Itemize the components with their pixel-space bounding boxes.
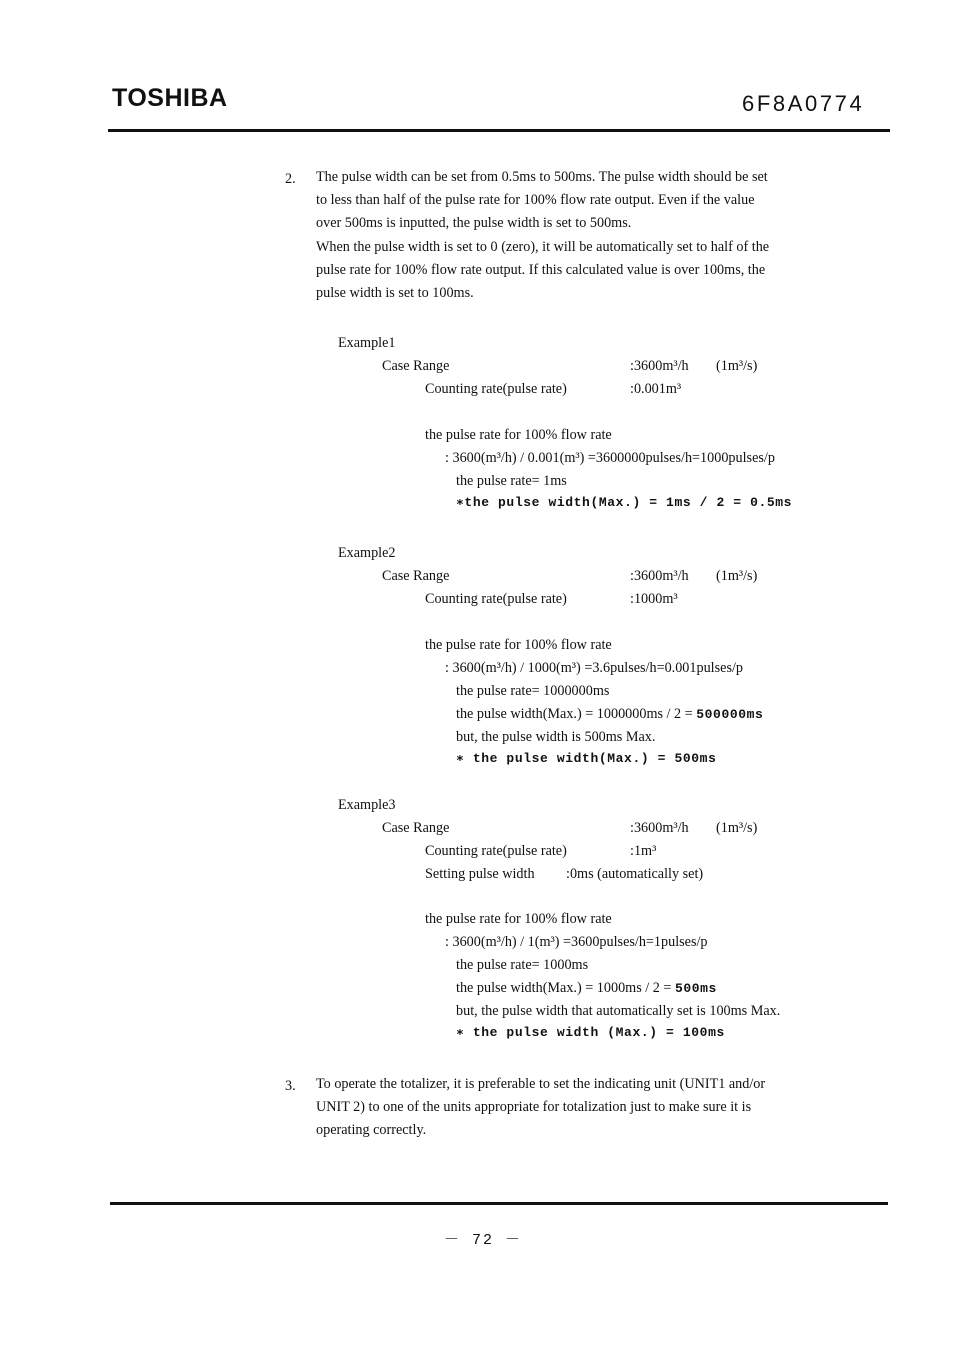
- example-title: Example1: [338, 335, 396, 351]
- brand-logo: TOSHIBA: [112, 84, 228, 112]
- pulse-width-text: the pulse width(Max.) = 1000000ms / 2 =: [456, 706, 697, 722]
- max-note: but, the pulse width that automatically set is 100ms Max.: [456, 1003, 781, 1019]
- result-line: ∗ the pulse width (Max.) = 100ms: [456, 1025, 725, 1040]
- case-range-unit: (1m³/s): [716, 568, 758, 584]
- example-title: Example2: [338, 545, 396, 561]
- text-line: To operate the totalizer, it is preferable to set the indicating unit (UNIT1 and/or: [316, 1076, 766, 1092]
- pulse-rate: the pulse rate= 1ms: [456, 473, 567, 489]
- counting-rate-value: :1000m³: [630, 591, 678, 607]
- pulse-rate: the pulse rate= 1000ms: [456, 957, 589, 973]
- text-line: UNIT 2) to one of the units appropriate for totalization just to make sure it is: [316, 1099, 752, 1116]
- pulse-width-value: 500000ms: [696, 707, 764, 722]
- item-number: 3.: [285, 1078, 296, 1094]
- counting-rate-value: :0.001m³: [630, 381, 682, 397]
- setting-pulse-width-label: Setting pulse width: [425, 866, 535, 882]
- case-range-value: :3600m³/h: [630, 568, 689, 584]
- header-rule: [108, 129, 890, 132]
- counting-rate-label: Counting rate(pulse rate): [425, 591, 567, 607]
- item-number: 2.: [285, 171, 296, 187]
- item-2-paragraph: [316, 166, 876, 305]
- item-3-paragraph: [316, 1073, 876, 1143]
- counting-rate-label: Counting rate(pulse rate): [425, 843, 567, 859]
- counting-rate-value: :1m³: [630, 843, 657, 859]
- text-line: When the pulse width is set to 0 (zero), it will be automatically set to half of the: [316, 238, 770, 255]
- case-range-label: Case Range: [382, 358, 450, 374]
- case-range-label: Case Range: [382, 820, 450, 836]
- pulse-width-text: the pulse width(Max.) = 1000ms / 2 =: [456, 980, 675, 996]
- flow-rate-title: the pulse rate for 100% flow rate: [425, 637, 612, 653]
- flow-rate-title: the pulse rate for 100% flow rate: [425, 427, 612, 443]
- text-line: operating correctly.: [316, 1122, 427, 1139]
- text-line: over 500ms is inputted, the pulse width is set to 500ms.: [316, 215, 632, 232]
- max-note: but, the pulse width is 500ms Max.: [456, 729, 656, 745]
- page-number: － 72 －: [444, 1232, 523, 1249]
- case-range-label: Case Range: [382, 568, 450, 584]
- text-line: The pulse width can be set from 0.5ms to 500ms. The pulse width should be set: [316, 169, 768, 185]
- setting-pulse-width-value: :0ms (automatically set): [566, 866, 704, 882]
- pulse-rate: the pulse rate= 1000000ms: [456, 683, 610, 699]
- result-line: ∗the pulse width(Max.) = 1ms / 2 = 0.5ms: [456, 495, 793, 510]
- calculation: : 3600(m³/h) / 0.001(m³) =3600000pulses/h=1000pulses/p: [445, 450, 775, 466]
- text-line: pulse rate for 100% flow rate output. If this calculated value is over 100ms, the: [316, 261, 766, 278]
- case-range-unit: (1m³/s): [716, 358, 758, 374]
- result-line: ∗ the pulse width(Max.) = 500ms: [456, 751, 717, 766]
- flow-rate-title: the pulse rate for 100% flow rate: [425, 911, 612, 927]
- counting-rate-label: Counting rate(pulse rate): [425, 381, 567, 397]
- footer-rule: [110, 1202, 888, 1205]
- text-line: pulse width is set to 100ms.: [316, 285, 474, 302]
- pulse-width-value: 500ms: [674, 981, 717, 996]
- calculation: : 3600(m³/h) / 1000(m³) =3.6pulses/h=0.001pulses/p: [445, 660, 743, 676]
- case-range-unit: (1m³/s): [716, 820, 758, 836]
- calculation: : 3600(m³/h) / 1(m³) =3600pulses/h=1pulses/p: [445, 934, 708, 950]
- pulse-width-line: [456, 705, 763, 724]
- case-range-value: :3600m³/h: [630, 820, 689, 836]
- text-line: to less than half of the pulse rate for 100% flow rate output. Even if the value: [316, 192, 755, 209]
- document-number: 6F8A0774: [742, 91, 865, 116]
- example-title: Example3: [338, 797, 396, 813]
- case-range-value: :3600m³/h: [630, 358, 689, 374]
- pulse-width-line: [456, 979, 717, 998]
